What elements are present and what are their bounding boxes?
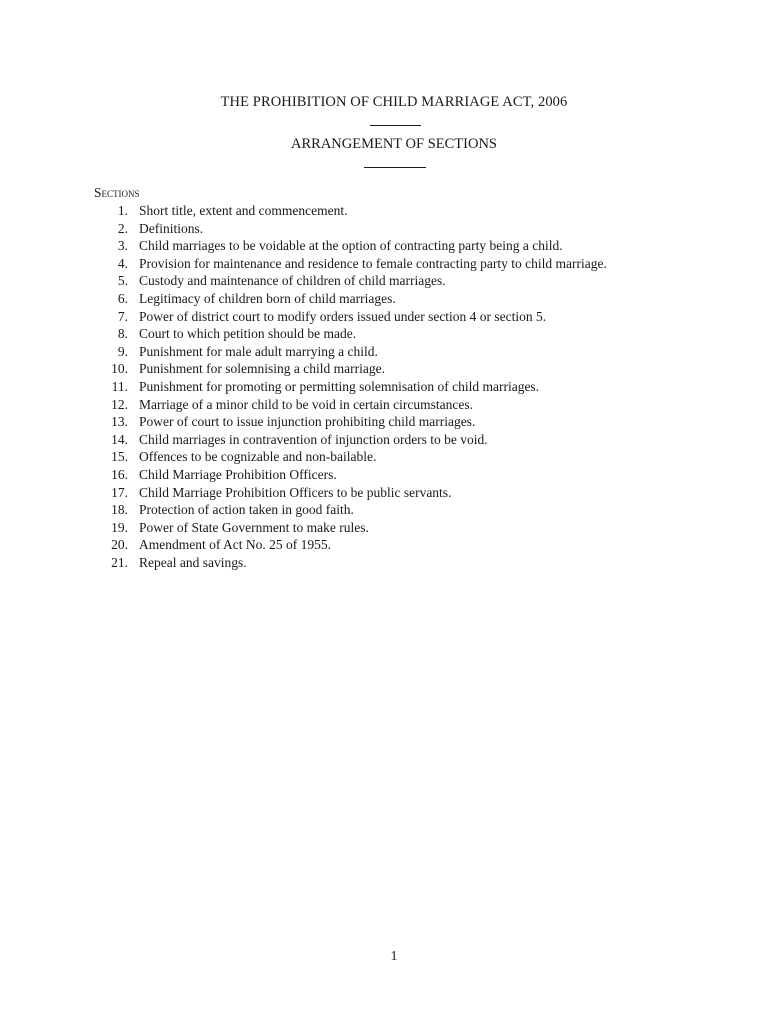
title-divider: [370, 125, 421, 126]
section-title: Marriage of a minor child to be void in certain circumstances.: [139, 396, 474, 412]
section-number: 2.: [117, 220, 128, 236]
section-number: 21.: [111, 554, 128, 570]
section-title: Short title, extent and commencement.: [139, 203, 348, 218]
section-title: Child Marriage Prohibition Officers.: [139, 466, 337, 482]
section-number: 8.: [117, 326, 128, 342]
page-number: 1: [390, 949, 398, 964]
section-title: Provision for maintenance and residence to female contracting party to child marriage.: [139, 255, 607, 271]
section-number: 15.: [111, 449, 128, 465]
section-number: 10.: [111, 361, 128, 377]
section-number: 18.: [111, 502, 128, 518]
section-title: Child marriages to be voidable at the option of contracting party being a child.: [139, 238, 563, 254]
section-number: 20.: [111, 537, 128, 553]
section-title: Punishment for solemnising a child marriage.: [139, 361, 385, 377]
section-title: Offences to be cognizable and non-bailable.: [139, 449, 377, 465]
document-subtitle: ARRANGEMENT OF SECTIONS: [291, 136, 497, 152]
section-number: 13.: [111, 414, 128, 430]
section-title: Amendment of Act No. 25 of 1955.: [139, 537, 331, 553]
section-number: 3.: [117, 238, 128, 254]
section-title: Child marriages in contravention of injunction orders to be void.: [139, 431, 488, 447]
subtitle-divider: [364, 167, 426, 168]
section-title: Punishment for promoting or permitting solemnisation of child marriages.: [139, 378, 540, 394]
section-number: 7.: [117, 308, 128, 324]
section-title: Power of State Government to make rules.: [139, 519, 369, 535]
section-number: 5.: [117, 273, 128, 289]
section-title: Punishment for male adult marrying a child.: [139, 343, 378, 359]
section-title: Legitimacy of children born of child marriages.: [139, 290, 396, 306]
section-number: 16.: [111, 466, 128, 482]
section-number: 1.: [117, 203, 128, 218]
section-title: Custody and maintenance of children of child marriages.: [139, 273, 446, 289]
section-title: Child Marriage Prohibition Officers to be public servants.: [139, 484, 452, 500]
section-title: Power of court to issue injunction prohibiting child marriages.: [139, 414, 476, 430]
section-title: Power of district court to modify orders issued under section 4 or section 5.: [139, 308, 547, 324]
section-number: 12.: [111, 396, 128, 412]
section-title: Repeal and savings.: [139, 554, 247, 570]
sections-label: Sections: [94, 185, 140, 200]
section-number: 17.: [111, 484, 128, 500]
section-number: 19.: [111, 519, 128, 535]
section-number: 14.: [111, 431, 128, 447]
section-title: Court to which petition should be made.: [139, 326, 357, 342]
document-title: THE PROHIBITION OF CHILD MARRIAGE ACT, 2006: [220, 94, 568, 110]
section-number: 6.: [117, 290, 128, 306]
section-number: 11.: [111, 378, 128, 394]
section-title: Protection of action taken in good faith.: [139, 502, 354, 518]
section-number: 4.: [117, 255, 128, 271]
section-title: Definitions.: [139, 220, 204, 236]
section-number: 9.: [117, 343, 128, 359]
